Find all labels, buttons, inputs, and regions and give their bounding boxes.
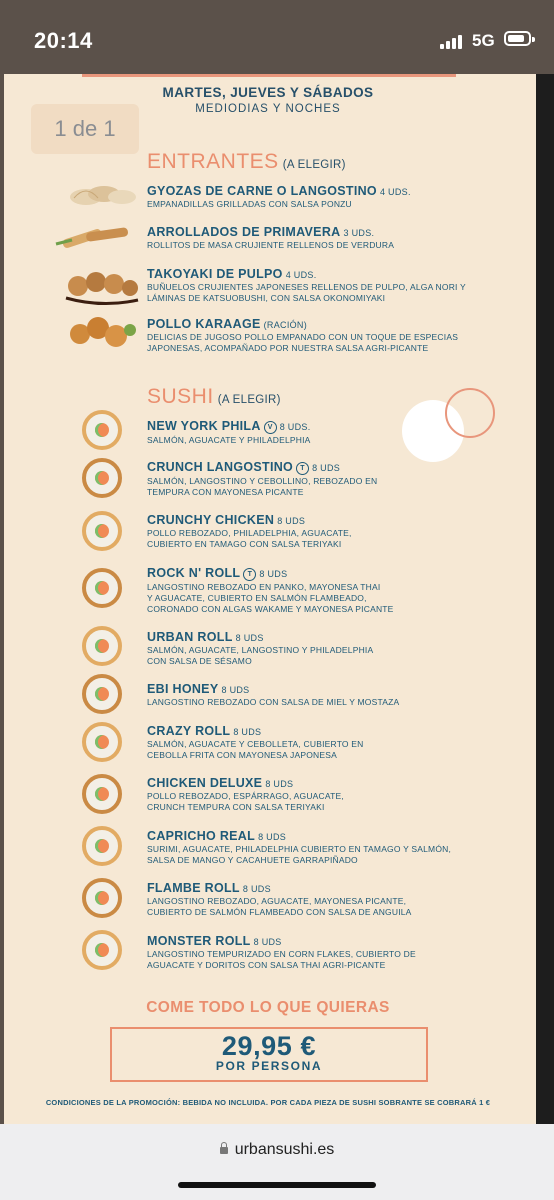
section-title-text: SUSHI — [147, 385, 214, 408]
home-indicator[interactable] — [178, 1182, 376, 1188]
section-subtitle: (A ELEGIR) — [282, 159, 346, 171]
item-name: CRUNCH LANGOSTINO T 8 UDS — [147, 460, 341, 474]
item-qty: 8 UDS — [265, 779, 294, 789]
section-subtitle: (A ELEGIR) — [217, 394, 281, 406]
item-name: GYOZAS DE CARNE O LANGOSTINO 4 UDS. — [147, 184, 411, 198]
status-time: 20:14 — [34, 28, 93, 53]
menu-hours: MEDIODIAS Y NOCHES — [195, 103, 341, 115]
battery-icon — [504, 31, 531, 46]
vegetarian-icon: V — [264, 421, 277, 434]
menu-item-chicken-deluxe — [147, 776, 517, 813]
tempura-icon: T — [243, 568, 256, 581]
item-name: ARROLLADOS DE PRIMAVERA 3 UDS. — [147, 225, 375, 239]
item-qty: 8 UDS — [253, 937, 282, 947]
network-label: 5G — [472, 31, 495, 50]
item-description: POLLO REBOZADO, PHILADELPHIA, AGUACATE, CUBIERTO EN TAMAGO CON SALSA TERIYAKI — [147, 528, 352, 549]
sushi-roll-image — [82, 568, 122, 608]
menu-item-monster-roll — [147, 934, 517, 971]
page-indicator: 1 de 1 — [31, 104, 139, 154]
item-qty: 8 UDS — [242, 884, 271, 894]
scrollbar-area — [536, 74, 554, 1124]
item-description: EMPANADILLAS GRILLADAS CON SALSA PONZU — [147, 199, 352, 209]
sushi-roll-image — [82, 511, 122, 551]
item-name: CHICKEN DELUXE 8 UDS — [147, 776, 294, 790]
sushi-roll-image — [82, 674, 122, 714]
all-you-can-eat-banner: COME TODO LO QUE QUIERAS — [146, 999, 390, 1016]
item-name: EBI HONEY 8 UDS — [147, 682, 250, 696]
item-description: SALMÓN, AGUACATE, LANGOSTINO Y PHILADELPHIA CON SALSA DE SÉSAMO — [147, 645, 374, 666]
promotion-conditions: CONDICIONES DE LA PROMOCIÓN: BEBIDA NO INCLUIDA. POR CADA PIEZA DE SUSHI SOBRANTE SE COBRARÁ 1 € — [45, 1098, 491, 1107]
item-description: ROLLITOS DE MASA CRUJIENTE RELLENOS DE VERDURA — [147, 240, 395, 250]
item-description: LANGOSTINO REBOZADO, AGUACATE, MAYONESA PICANTE, CUBIERTO DE SALMÓN FLAMBEADO CON SALSA DE ANGUILA — [147, 896, 412, 917]
menu-item-ebi-honey — [147, 682, 517, 708]
item-qty: 4 UDS. — [379, 187, 411, 197]
item-description: POLLO REBOZADO, ESPÁRRAGO, AGUACATE, CRUNCH TEMPURA CON SALSA TERIYAKI — [147, 791, 344, 812]
menu-item-capricho-real — [147, 829, 517, 866]
menu-item-rock-n-roll — [147, 566, 517, 615]
item-description: SURIMI, AGUACATE, PHILADELPHIA CUBIERTO EN TAMAGO Y SALMÓN, SALSA DE MANGO Y CACAHUETE GARRAPIÑADO — [147, 844, 452, 865]
sushi-roll-image — [82, 458, 122, 498]
item-qty: 8 UDS — [259, 569, 288, 579]
item-qty: 8 UDS — [258, 832, 287, 842]
item-description: LANGOSTINO REBOZADO CON SALSA DE MIEL Y MOSTAZA — [147, 697, 400, 707]
sushi-roll-image — [82, 410, 122, 450]
spring-roll-image — [52, 214, 138, 250]
item-name: CRUNCHY CHICKEN 8 UDS — [147, 513, 306, 527]
sushi-roll-image — [82, 930, 122, 970]
item-description: LANGOSTINO REBOZADO EN PANKO, MAYONESA THAI Y AGUACATE, CUBIERTO EN SALMÓN FLAMBEADO, CORONADO CON ALGAS WAKAME Y MAYONESA PICANTE — [147, 582, 394, 614]
item-description: SALMÓN, AGUACATE Y CEBOLLETA, CUBIERTO EN CEBOLLA FRITA CON MAYONESA JAPONESA — [147, 739, 364, 760]
status-bar — [0, 0, 554, 74]
sushi-roll-image — [82, 878, 122, 918]
browser-address-bar[interactable] — [0, 1124, 554, 1200]
item-description: SALMÓN, AGUACATE Y PHILADELPHIA — [147, 435, 311, 445]
karaage-image — [64, 314, 140, 350]
menu-item-arrollados — [147, 225, 517, 251]
item-qty: 8 UDS — [235, 633, 264, 643]
item-name: NEW YORK PHILA V 8 UDS. — [147, 419, 311, 433]
sushi-roll-image — [82, 774, 122, 814]
menu-item-takoyaki — [147, 267, 517, 304]
lock-icon — [220, 1147, 228, 1154]
menu-item-crunch-langostino — [147, 460, 517, 498]
menu-item-new-york-phila — [147, 419, 517, 446]
signal-icon — [440, 33, 464, 49]
menu-item-crazy-roll — [147, 724, 517, 761]
item-name: TAKOYAKI DE PULPO 4 UDS. — [147, 267, 317, 281]
menu-days: MARTES, JUEVES Y SÁBADOS — [162, 85, 374, 100]
item-qty: 4 UDS. — [285, 270, 317, 280]
item-description: BUÑUELOS CRUJIENTES JAPONESES RELLENOS DE PULPO, ALGA NORI Y LÁMINAS DE KATSUOBUSHI, CON SALSA OKONOMIYAKI — [147, 282, 466, 303]
item-name: URBAN ROLL 8 UDS — [147, 630, 264, 644]
item-description: SALMÓN, LANGOSTINO Y CEBOLLINO, REBOZADO EN TEMPURA CON MAYONESA PICANTE — [147, 476, 378, 497]
menu-page — [4, 74, 536, 1124]
item-name: ROCK N' ROLL T 8 UDS — [147, 566, 288, 580]
section-title-entrantes — [147, 150, 346, 174]
item-name: FLAMBE ROLL 8 UDS — [147, 881, 271, 895]
sushi-roll-image — [82, 826, 122, 866]
gyoza-image — [64, 178, 140, 208]
item-name: CRAZY ROLL 8 UDS — [147, 724, 262, 738]
tempura-icon: T — [296, 462, 309, 475]
item-name: CAPRICHO REAL 8 UDS — [147, 829, 287, 843]
item-qty: 3 UDS. — [343, 228, 375, 238]
item-qty: 8 UDS — [312, 463, 341, 473]
menu-item-crunchy-chicken — [147, 513, 517, 550]
sushi-roll-image — [82, 722, 122, 762]
price-per-person: POR PERSONA — [215, 1059, 323, 1073]
takoyaki-image — [64, 264, 140, 306]
menu-item-gyozas — [147, 184, 517, 210]
item-qty: 8 UDS — [233, 727, 262, 737]
url-field[interactable] — [0, 1141, 554, 1159]
price-box — [110, 1027, 428, 1082]
menu-item-karaage — [147, 317, 517, 354]
item-name: POLLO KARAAGE (RACIÓN) — [147, 317, 308, 331]
item-description: LANGOSTINO TEMPURIZADO EN CORN FLAKES, CUBIERTO DE AGUACATE Y DORITOS CON SALSA THAI AGRI-PICANTE — [147, 949, 416, 970]
section-title-text: ENTRANTES — [147, 150, 279, 173]
item-qty: 8 UDS. — [279, 422, 311, 432]
section-title-sushi — [147, 385, 281, 409]
item-qty: 8 UDS — [221, 685, 250, 695]
sushi-roll-image — [82, 626, 122, 666]
price-value: 29,95 € — [221, 1031, 317, 1061]
url-text: urbansushi.es — [234, 1141, 335, 1158]
top-divider — [82, 74, 456, 77]
item-qty: (RACIÓN) — [263, 320, 308, 330]
item-description: DELICIAS DE JUGOSO POLLO EMPANADO CON UN TOQUE DE ESPECIAS JAPONESAS, ACOMPAÑADO POR NUESTRA SALSA AGRI-PICANTE — [147, 332, 459, 353]
menu-item-urban-roll — [147, 630, 517, 667]
item-name: MONSTER ROLL 8 UDS — [147, 934, 282, 948]
menu-item-flambe-roll — [147, 881, 517, 918]
item-qty: 8 UDS — [277, 516, 306, 526]
